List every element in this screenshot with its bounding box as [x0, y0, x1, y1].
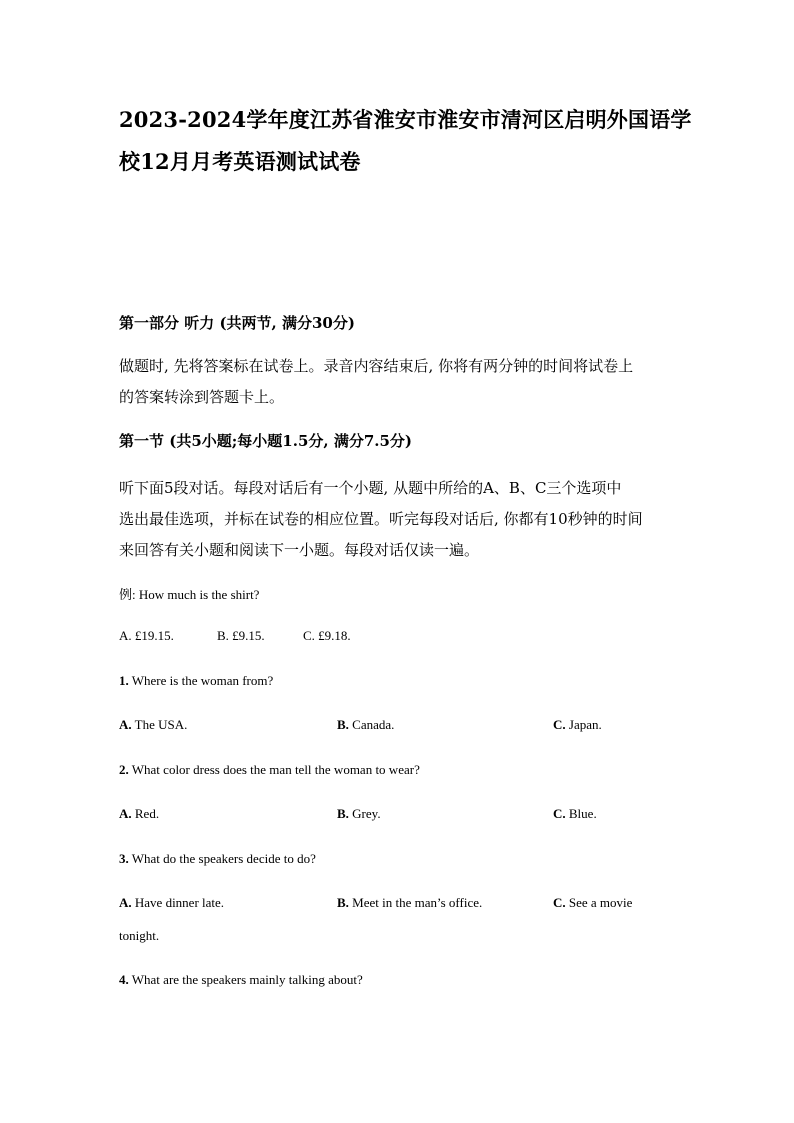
example-question: 例: How much is the shirt? [119, 587, 260, 602]
q2-option-b [337, 806, 381, 822]
question-text: Where is the woman from? [131, 673, 274, 688]
question-text: What are the speakers mainly talking about? [131, 972, 363, 987]
question-number: 4. [119, 972, 129, 987]
option-letter: A. [119, 717, 132, 732]
exam-title-line-2: 校12月月考英语测试试卷 [119, 149, 361, 174]
instruction-line-2: 的答案转涂到答题卡上。 [119, 388, 285, 406]
option-text: Japan. [568, 717, 602, 732]
option-text: Grey. [352, 806, 381, 821]
q1-option-b [337, 717, 394, 733]
q3-option-c-continuation: tonight. [119, 928, 160, 943]
example-option-b: B. £9.15. [217, 628, 265, 643]
section1-instruction-line-3: 来回答有关小题和阅读下一小题。每段对话仅读一遍。 [119, 541, 480, 559]
section1-instruction-line-2: 选出最佳选项，并标在试卷的相应位置。听完每段对话后, 你都有10秒钟的时间 [119, 510, 643, 528]
option-letter: A. [119, 895, 132, 910]
question-3 [119, 851, 316, 867]
option-text: Meet in the man’s office. [352, 895, 483, 910]
question-1 [119, 673, 273, 689]
option-text: Canada. [352, 717, 395, 732]
q3-option-a [119, 895, 224, 911]
option-letter: B. [337, 717, 349, 732]
option-text: Have dinner late. [134, 895, 225, 910]
option-letter: C. [553, 895, 566, 910]
option-text: The USA. [134, 717, 188, 732]
instruction-line-1: 做题时, 先将答案标在试卷上。录音内容结束后, 你将有两分钟的时间将试卷上 [119, 357, 634, 375]
q3-option-c [553, 895, 632, 911]
section1-instruction-line-1: 听下面5段对话。每段对话后有一个小题, 从题中所给的A、B、C三个选项中 [119, 479, 622, 497]
q2-option-a [119, 806, 159, 822]
q3-option-b [337, 895, 482, 911]
question-2 [119, 762, 420, 778]
question-text: What do the speakers decide to do? [131, 851, 316, 866]
question-text: What color dress does the man tell the woman to wear? [131, 762, 420, 777]
option-text: Red. [134, 806, 160, 821]
option-letter: C. [553, 717, 566, 732]
exam-title-line-1: 2023-2024学年度江苏省淮安市淮安市清河区启明外国语学 [119, 107, 692, 132]
q1-option-a [119, 717, 187, 733]
option-letter: C. [553, 806, 566, 821]
question-number: 3. [119, 851, 129, 866]
example-option-c: C. £9.18. [303, 628, 351, 643]
option-letter: B. [337, 895, 349, 910]
option-letter: A. [119, 806, 132, 821]
question-number: 1. [119, 673, 129, 688]
question-4 [119, 972, 363, 988]
option-letter: B. [337, 806, 349, 821]
question-number: 2. [119, 762, 129, 777]
part1-heading: 第一部分 听力 (共两节, 满分30分) [119, 314, 355, 332]
example-option-a: A. £19.15. [119, 628, 174, 643]
q1-option-c [553, 717, 602, 733]
section1-heading: 第一节 (共5小题;每小题1.5分, 满分7.5分) [119, 432, 413, 450]
option-text: Blue. [568, 806, 597, 821]
q2-option-c [553, 806, 597, 822]
option-text: See a movie [568, 895, 633, 910]
